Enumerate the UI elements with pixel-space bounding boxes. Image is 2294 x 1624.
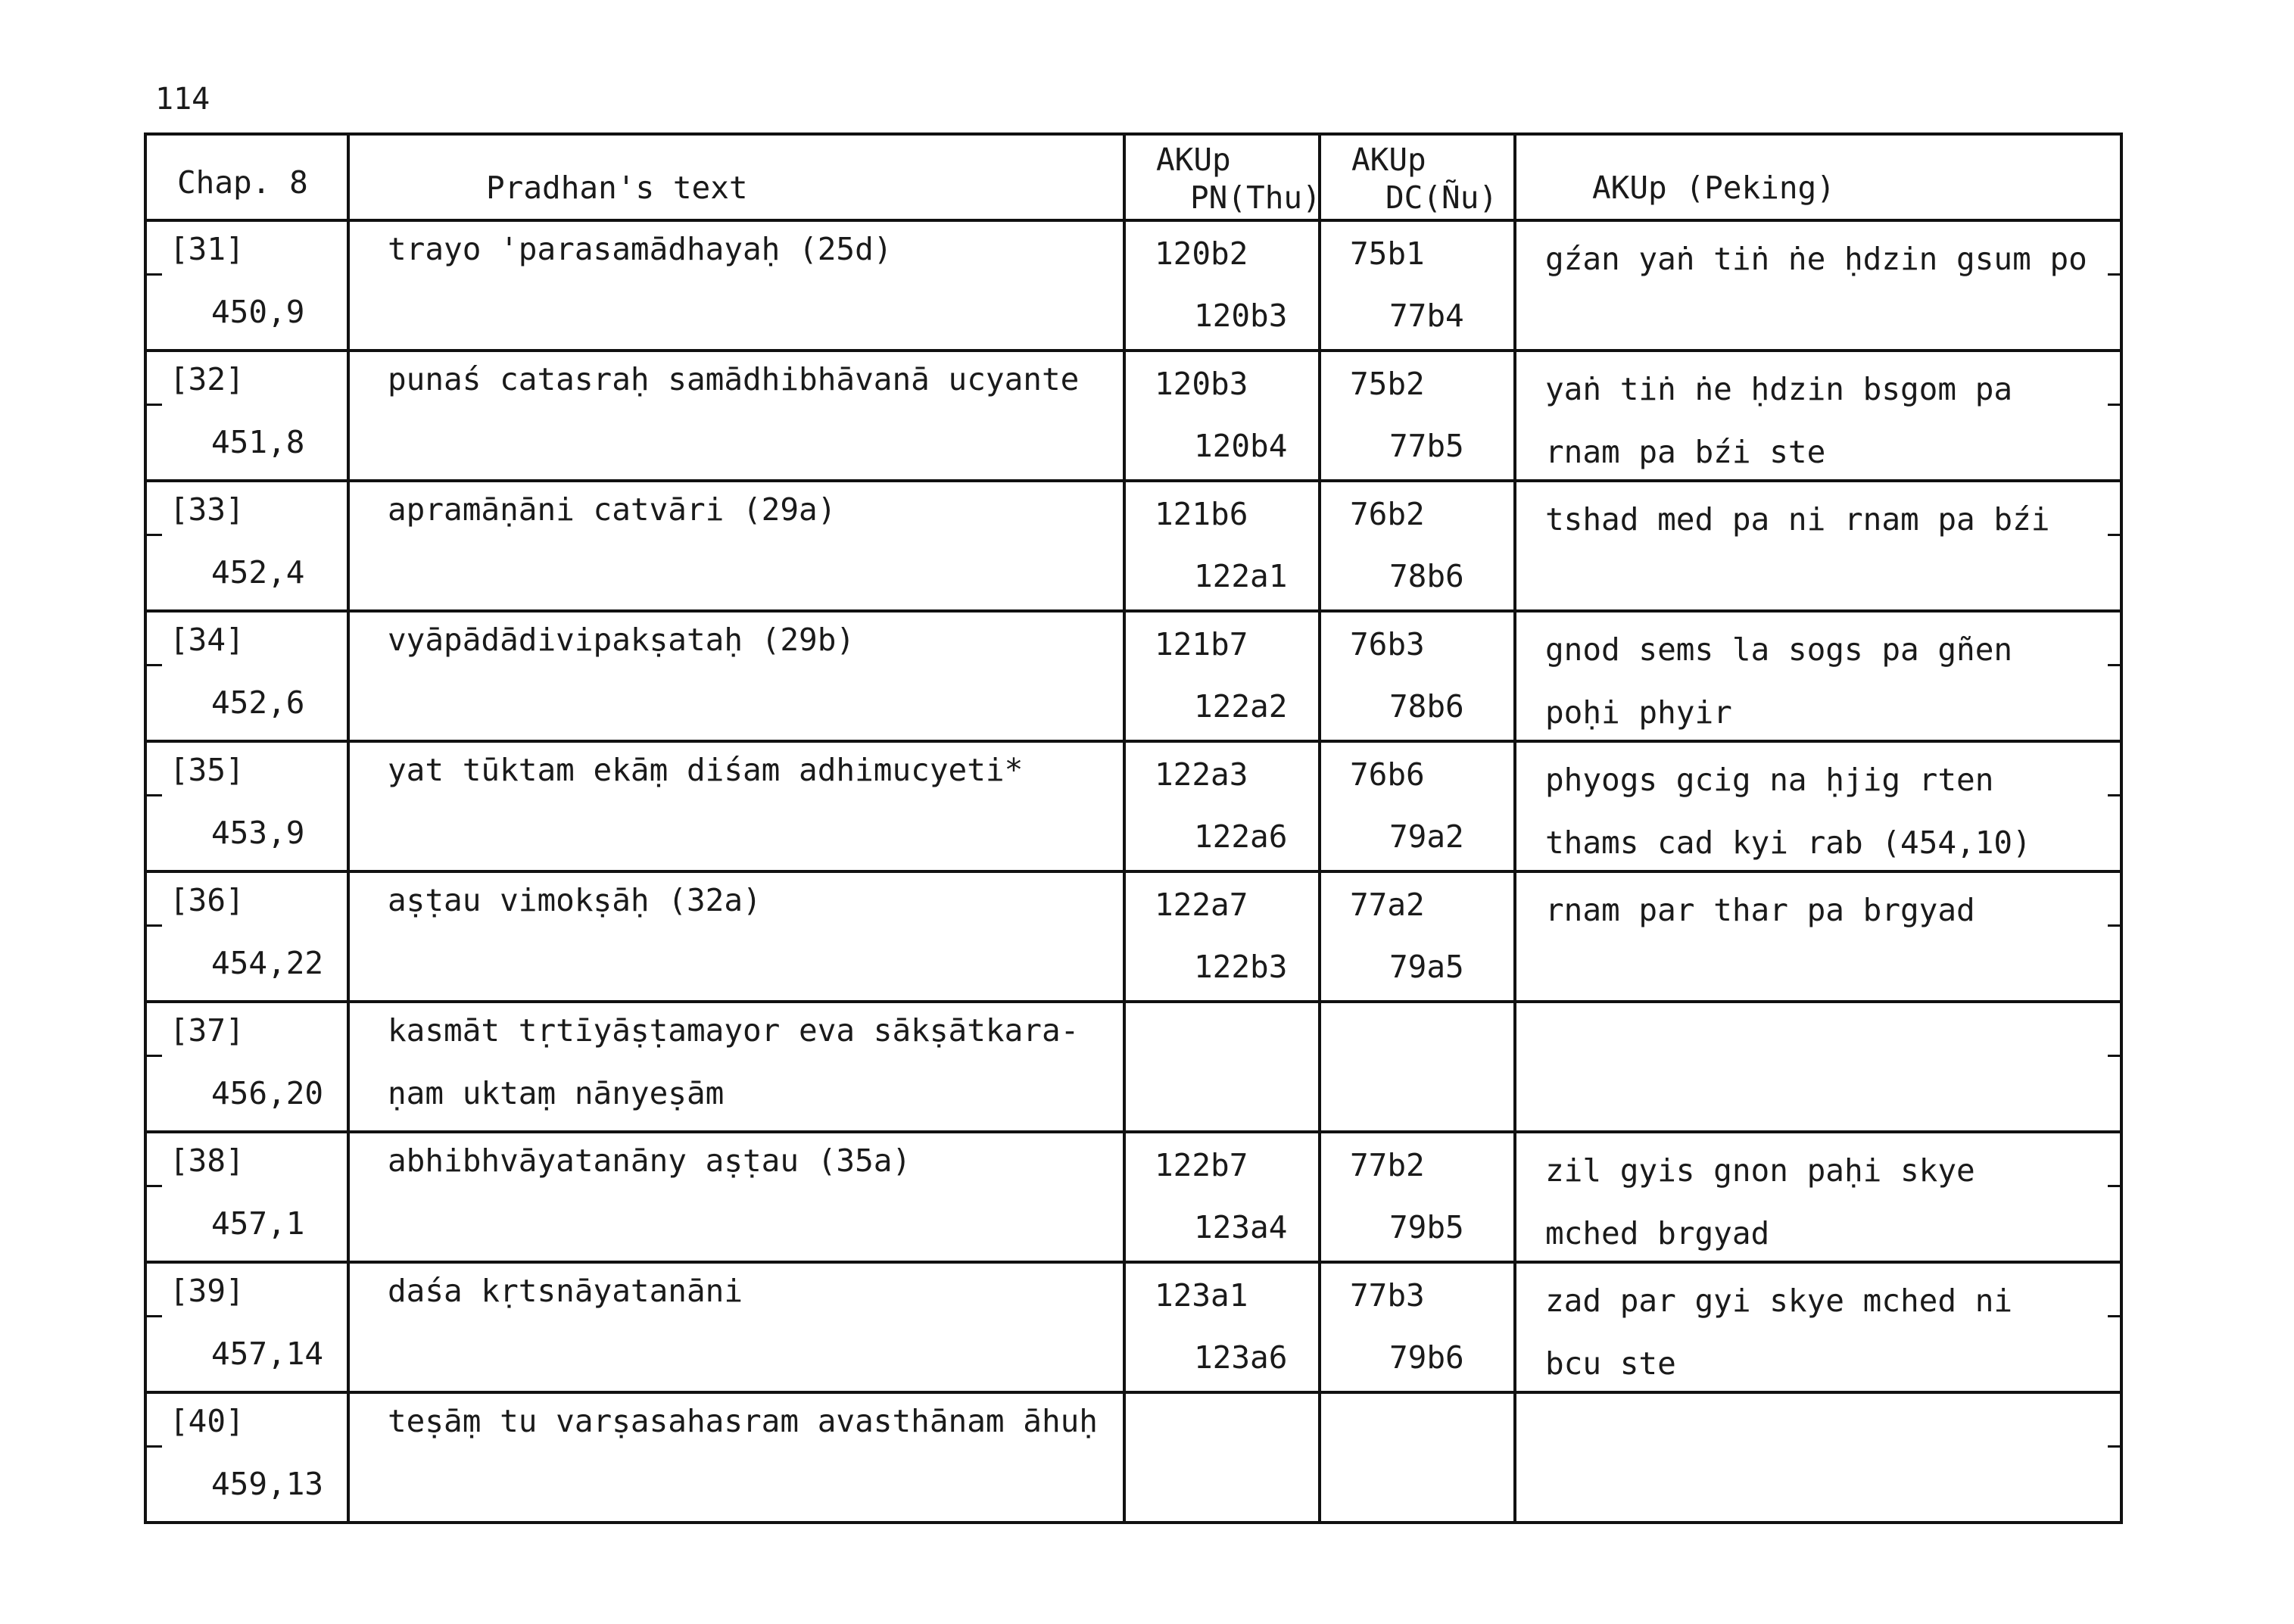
page-line-ref: 452,4 <box>211 554 305 591</box>
chapter-number: [33] <box>170 491 245 528</box>
akup-pn-cell <box>1124 871 1320 1002</box>
pn-ref-end: 123a6 <box>1194 1339 1288 1376</box>
header-akup-dc-line2: DC(Ñu) <box>1385 179 1498 216</box>
margin-tick <box>144 1315 162 1317</box>
dc-ref-end: 77b5 <box>1389 428 1464 464</box>
header-akup-dc <box>1320 134 1515 220</box>
header-chap-label: Chap. 8 <box>177 164 308 201</box>
chapter-cell <box>145 1132 348 1262</box>
chapter-cell <box>145 1392 348 1523</box>
chapter-cell <box>145 481 348 611</box>
tibetan-text-line2: rnam pa bźi ste <box>1545 434 1826 470</box>
tibetan-cell <box>1515 611 2121 741</box>
tibetan-text-line1: zil gyis gnon paḥi skye <box>1545 1152 1975 1189</box>
header-pradhan-label: Pradhan's text <box>486 170 748 206</box>
dc-ref-end: 79a5 <box>1389 949 1464 985</box>
chapter-number: [32] <box>170 361 245 397</box>
tibetan-text-line1: yaṅ tiṅ ṅe ḥdzin bsgom pa <box>1545 371 2013 407</box>
margin-tick <box>2108 1055 2123 1057</box>
dc-ref-start: 76b6 <box>1350 756 1425 793</box>
margin-tick <box>144 664 162 666</box>
akup-dc-cell <box>1320 1002 1515 1132</box>
sanskrit-text-line1: abhibhvāyatanāny aṣṭau (35a) <box>388 1142 912 1179</box>
sanskrit-cell <box>348 1262 1124 1392</box>
header-akup-pn-line2: PN(Thu) <box>1190 179 1321 216</box>
pn-ref-end: 123a4 <box>1194 1209 1288 1245</box>
page-number: 114 <box>155 82 210 117</box>
table-row <box>145 1002 2121 1132</box>
margin-tick <box>144 534 162 536</box>
tibetan-text-line1: rnam par thar pa brgyad <box>1545 892 1975 928</box>
dc-ref-end: 78b6 <box>1389 688 1464 725</box>
margin-tick <box>2108 273 2123 276</box>
pn-ref-start: 122a3 <box>1155 756 1248 793</box>
akup-dc-cell <box>1320 351 1515 481</box>
dc-ref-end: 79b5 <box>1389 1209 1464 1245</box>
table-row <box>145 1262 2121 1392</box>
dc-ref-end: 79a2 <box>1389 818 1464 855</box>
dc-ref-end: 78b6 <box>1389 558 1464 594</box>
tibetan-text-line2: bcu ste <box>1545 1345 1676 1382</box>
chapter-number: [40] <box>170 1403 245 1439</box>
header-chap <box>145 134 348 220</box>
dc-ref-end: 79b6 <box>1389 1339 1464 1376</box>
tibetan-cell <box>1515 1262 2121 1392</box>
pn-ref-start: 120b3 <box>1155 366 1248 402</box>
header-pradhan <box>348 134 1124 220</box>
akup-pn-cell <box>1124 481 1320 611</box>
header-row <box>145 134 2121 220</box>
akup-dc-cell <box>1320 220 1515 351</box>
dc-ref-start: 76b3 <box>1350 626 1425 662</box>
pn-ref-start: 121b6 <box>1155 496 1248 532</box>
tibetan-text-line1: tshad med pa ni rnam pa bźi <box>1545 501 2050 538</box>
tibetan-text-line1: gnod sems la sogs pa gñen <box>1545 631 2013 668</box>
margin-tick <box>2108 1185 2123 1187</box>
header-akup-peking <box>1515 134 2121 220</box>
sanskrit-cell <box>348 611 1124 741</box>
chapter-number: [38] <box>170 1142 245 1179</box>
pn-ref-end: 122a1 <box>1194 558 1288 594</box>
page-line-ref: 450,9 <box>211 294 305 330</box>
margin-tick <box>2108 794 2123 796</box>
akup-pn-cell <box>1124 1262 1320 1392</box>
pn-ref-end: 120b4 <box>1194 428 1288 464</box>
chapter-cell <box>145 611 348 741</box>
table-row <box>145 611 2121 741</box>
pn-ref-end: 122b3 <box>1194 949 1288 985</box>
margin-tick <box>2108 664 2123 666</box>
akup-dc-cell <box>1320 611 1515 741</box>
sanskrit-cell <box>348 741 1124 871</box>
pn-ref-end: 120b3 <box>1194 298 1288 334</box>
akup-dc-cell <box>1320 1392 1515 1523</box>
akup-pn-cell <box>1124 741 1320 871</box>
page-line-ref: 457,1 <box>211 1205 305 1242</box>
dc-ref-start: 77b3 <box>1350 1277 1425 1314</box>
akup-pn-cell <box>1124 1392 1320 1523</box>
tibetan-cell <box>1515 1002 2121 1132</box>
akup-dc-cell <box>1320 1132 1515 1262</box>
akup-pn-cell <box>1124 351 1320 481</box>
tibetan-text-line1: phyogs gcig na ḥjig rten <box>1545 762 1994 798</box>
chapter-cell <box>145 1002 348 1132</box>
sanskrit-text-line1: trayo 'parasamādhayaḥ (25d) <box>388 231 893 267</box>
chapter-number: [31] <box>170 231 245 267</box>
tibetan-text-line2: poḥi phyir <box>1545 694 1732 731</box>
chapter-cell <box>145 871 348 1002</box>
tibetan-cell <box>1515 1132 2121 1262</box>
chapter-cell <box>145 741 348 871</box>
tibetan-cell <box>1515 481 2121 611</box>
chapter-number: [35] <box>170 752 245 788</box>
tibetan-text-line2: thams cad kyi rab (454,10) <box>1545 824 2031 861</box>
sanskrit-text-line1: vyāpādādivipakṣataḥ (29b) <box>388 622 856 658</box>
sanskrit-text-line2: ṇam uktaṃ nānyeṣām <box>388 1075 725 1111</box>
akup-dc-cell <box>1320 741 1515 871</box>
margin-tick <box>144 404 162 406</box>
header-akup-peking-label: AKUp (Peking) <box>1592 170 1835 206</box>
dc-ref-start: 75b1 <box>1350 235 1425 272</box>
margin-tick <box>144 1185 162 1187</box>
margin-tick <box>2108 534 2123 536</box>
sanskrit-text-line1: daśa kṛtsnāyatanāni <box>388 1273 743 1309</box>
margin-tick <box>2108 924 2123 927</box>
header-akup-pn <box>1124 134 1320 220</box>
tibetan-cell <box>1515 351 2121 481</box>
tibetan-cell <box>1515 741 2121 871</box>
pn-ref-start: 123a1 <box>1155 1277 1248 1314</box>
pn-ref-start: 120b2 <box>1155 235 1248 272</box>
margin-tick <box>144 273 162 276</box>
tibetan-text-line1: zad par gyi skye mched ni <box>1545 1283 2013 1319</box>
tibetan-cell <box>1515 871 2121 1002</box>
pn-ref-start: 122a7 <box>1155 887 1248 923</box>
dc-ref-start: 77b2 <box>1350 1147 1425 1183</box>
sanskrit-text-line1: teṣāṃ tu varṣasahasram avasthānam āhuḥ <box>388 1403 1098 1439</box>
chapter-number: [34] <box>170 622 245 658</box>
pn-ref-end: 122a2 <box>1194 688 1288 725</box>
chapter-number: [37] <box>170 1012 245 1049</box>
page-line-ref: 459,13 <box>211 1466 324 1502</box>
pn-ref-start: 122b7 <box>1155 1147 1248 1183</box>
sanskrit-cell <box>348 1132 1124 1262</box>
pn-ref-start: 121b7 <box>1155 626 1248 662</box>
margin-tick <box>144 1445 162 1448</box>
akup-pn-cell <box>1124 611 1320 741</box>
akup-pn-cell <box>1124 1002 1320 1132</box>
dc-ref-start: 76b2 <box>1350 496 1425 532</box>
dc-ref-start: 75b2 <box>1350 366 1425 402</box>
chapter-cell <box>145 220 348 351</box>
chapter-number: [39] <box>170 1273 245 1309</box>
sanskrit-cell <box>348 1002 1124 1132</box>
margin-tick <box>2108 1445 2123 1448</box>
dc-ref-start: 77a2 <box>1350 887 1425 923</box>
akup-pn-cell <box>1124 220 1320 351</box>
page-line-ref: 457,14 <box>211 1336 324 1372</box>
pn-ref-end: 122a6 <box>1194 818 1288 855</box>
akup-dc-cell <box>1320 481 1515 611</box>
table-row <box>145 1392 2121 1523</box>
margin-tick <box>144 1055 162 1057</box>
sanskrit-cell <box>348 1392 1124 1523</box>
tibetan-cell <box>1515 220 2121 351</box>
akup-dc-cell <box>1320 1262 1515 1392</box>
sanskrit-cell <box>348 220 1124 351</box>
table-row <box>145 871 2121 1002</box>
sanskrit-text-line1: punaś catasraḥ samādhibhāvanā ucyante <box>388 361 1080 397</box>
table-row <box>145 351 2121 481</box>
margin-tick <box>144 924 162 927</box>
table-row <box>145 481 2121 611</box>
tibetan-cell <box>1515 1392 2121 1523</box>
page-line-ref: 454,22 <box>211 945 324 981</box>
sanskrit-cell <box>348 351 1124 481</box>
sanskrit-cell <box>348 481 1124 611</box>
sanskrit-cell <box>348 871 1124 1002</box>
tibetan-text-line2: mched brgyad <box>1545 1215 1770 1252</box>
table-row <box>145 220 2121 351</box>
chapter-number: [36] <box>170 882 245 918</box>
sanskrit-text-line1: yat tūktam ekāṃ diśam adhimucyeti* <box>388 752 1024 788</box>
page-line-ref: 452,6 <box>211 684 305 721</box>
tibetan-text-line1: gźan yaṅ tiṅ ṅe ḥdzin gsum po <box>1545 241 2087 277</box>
sanskrit-text-line1: apramāṇāni catvāri (29a) <box>388 491 837 528</box>
chapter-cell <box>145 1262 348 1392</box>
margin-tick <box>144 794 162 796</box>
margin-tick <box>2108 1315 2123 1317</box>
page-line-ref: 453,9 <box>211 815 305 851</box>
header-akup-pn-line1: AKUp <box>1156 142 1231 178</box>
sanskrit-text-line1: aṣṭau vimokṣāḥ (32a) <box>388 882 762 918</box>
margin-tick <box>2108 404 2123 406</box>
table-row <box>145 1132 2121 1262</box>
concordance-table <box>144 132 2123 1524</box>
page-line-ref: 456,20 <box>211 1075 324 1111</box>
header-akup-dc-line1: AKUp <box>1351 142 1426 178</box>
page-line-ref: 451,8 <box>211 424 305 460</box>
table-row <box>145 741 2121 871</box>
dc-ref-end: 77b4 <box>1389 298 1464 334</box>
sanskrit-text-line1: kasmāt tṛtīyāṣṭamayor eva sākṣātkara- <box>388 1012 1080 1049</box>
chapter-cell <box>145 351 348 481</box>
akup-dc-cell <box>1320 871 1515 1002</box>
akup-pn-cell <box>1124 1132 1320 1262</box>
